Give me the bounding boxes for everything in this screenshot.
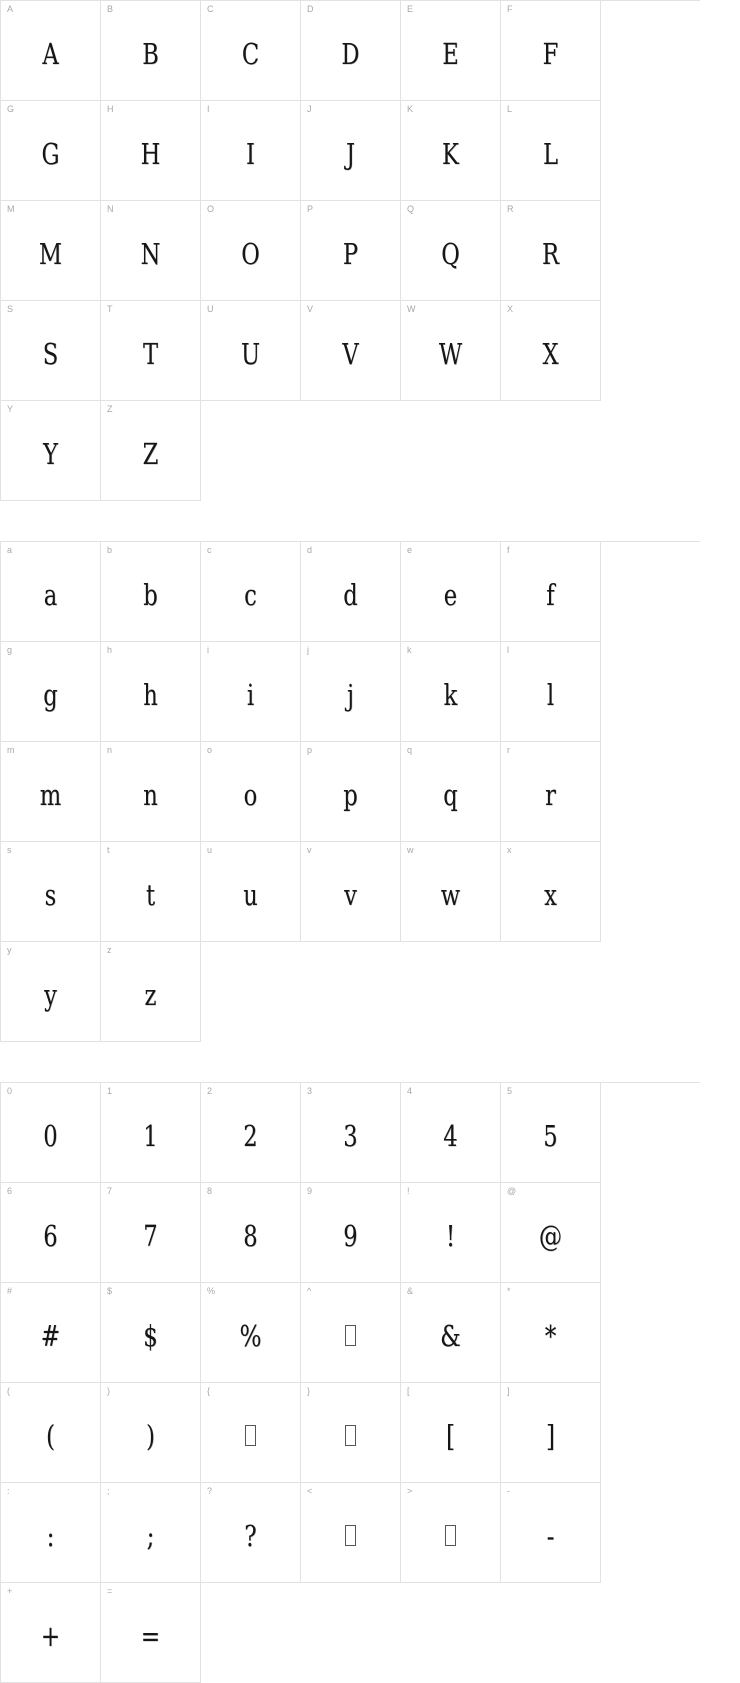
- glyph-cell[interactable]: [201, 1183, 301, 1283]
- glyph-cell[interactable]: [301, 642, 401, 742]
- glyph-cell-render: V: [342, 336, 359, 371]
- glyph-cell[interactable]: [101, 101, 201, 201]
- glyph-cell-label: >: [407, 1486, 413, 1496]
- glyph-cell-render: l: [546, 677, 555, 712]
- glyph-cell[interactable]: [101, 1, 201, 101]
- glyph-cell[interactable]: [301, 1, 401, 101]
- missing-glyph-icon: [245, 1425, 256, 1446]
- glyph-cell-label: L: [507, 104, 513, 114]
- glyph-cell-render: h: [143, 677, 158, 712]
- glyph-cell[interactable]: [401, 642, 501, 742]
- glyph-cell-render: !: [445, 1218, 456, 1253]
- glyph-cell[interactable]: [101, 1383, 201, 1483]
- glyph-cell[interactable]: [1, 401, 101, 501]
- glyph-cell-label: F: [507, 4, 513, 14]
- glyph-cell[interactable]: [501, 1483, 601, 1583]
- glyph-cell-label: W: [407, 304, 416, 314]
- glyph-cell-render: U: [240, 336, 261, 371]
- glyph-cell-render: (: [45, 1418, 56, 1453]
- glyph-cell-label: R: [507, 204, 514, 214]
- glyph-cell-render: I: [246, 136, 255, 171]
- glyph-cell-render: f: [546, 577, 555, 612]
- glyph-cell-label: g: [7, 645, 13, 655]
- glyph-cell-render: n: [143, 777, 158, 812]
- glyph-cell-render: F: [542, 36, 559, 71]
- glyph-cell-render: 4: [443, 1118, 458, 1153]
- missing-glyph-icon: [345, 1325, 356, 1346]
- glyph-cell-render: %: [239, 1318, 262, 1353]
- glyph-cell[interactable]: [401, 101, 501, 201]
- glyph-cell[interactable]: [1, 101, 101, 201]
- glyph-cell[interactable]: [201, 1383, 301, 1483]
- glyph-cell-label: I: [207, 104, 210, 114]
- glyph-cell[interactable]: [301, 301, 401, 401]
- glyph-cell-label: Q: [407, 204, 415, 214]
- glyph-cell[interactable]: [301, 1183, 401, 1283]
- glyph-cell-label: 0: [7, 1086, 13, 1096]
- glyph-cell[interactable]: [1, 942, 101, 1042]
- glyph-cell[interactable]: [101, 842, 201, 942]
- glyph-cell-render: X: [542, 336, 559, 371]
- glyph-cell-render: #: [40, 1318, 61, 1353]
- glyph-cell[interactable]: [201, 1083, 301, 1183]
- glyph-cell[interactable]: [401, 1183, 501, 1283]
- glyph-cell-label: 3: [307, 1086, 313, 1096]
- glyph-cell-label: b: [107, 545, 113, 555]
- glyph-cell-render: ;: [146, 1518, 155, 1553]
- glyph-cell-label: C: [207, 4, 214, 14]
- glyph-cell-render: ): [145, 1418, 156, 1453]
- glyph-cell-render: o: [243, 777, 258, 812]
- glyph-cell-label: ^: [307, 1286, 312, 1296]
- glyph-cell[interactable]: [401, 742, 501, 842]
- glyph-cell-render: ?: [244, 1518, 257, 1553]
- glyph-cell[interactable]: [501, 742, 601, 842]
- glyph-cell-render: z: [144, 977, 157, 1012]
- glyph-cell[interactable]: [1, 1183, 101, 1283]
- glyph-cell-label: }: [307, 1386, 311, 1396]
- glyph-cell[interactable]: [301, 201, 401, 301]
- glyph-cell[interactable]: [301, 1383, 401, 1483]
- glyph-cell-render: e: [443, 577, 458, 612]
- glyph-cell[interactable]: [501, 1, 601, 101]
- glyph-cell[interactable]: [101, 942, 201, 1042]
- glyph-cell[interactable]: [201, 642, 301, 742]
- glyph-cell[interactable]: [401, 1083, 501, 1183]
- glyph-cell-label: r: [507, 745, 511, 755]
- glyph-cell-label: x: [507, 845, 512, 855]
- glyph-cell-label: m: [7, 745, 15, 755]
- glyph-cell-render: +: [40, 1618, 61, 1653]
- glyph-cell-label: t: [107, 845, 110, 855]
- glyph-cell-label: 1: [107, 1086, 113, 1096]
- glyph-cell-render: 3: [343, 1118, 358, 1153]
- glyph-section-lowercase: [0, 541, 700, 1042]
- glyph-cell[interactable]: [301, 101, 401, 201]
- glyph-cell-render: B: [142, 36, 159, 71]
- glyph-cell[interactable]: [501, 1283, 601, 1383]
- glyph-cell-label: A: [7, 4, 14, 14]
- glyph-cell[interactable]: [101, 401, 201, 501]
- glyph-cell-label: O: [207, 204, 215, 214]
- glyph-cell-render: 9: [343, 1218, 358, 1253]
- glyph-cell[interactable]: [301, 1483, 401, 1583]
- glyph-cell-label: &: [407, 1286, 414, 1296]
- glyph-cell-render: c: [244, 577, 257, 612]
- glyph-cell-render: [301, 1283, 400, 1382]
- glyph-cell-render: 5: [543, 1118, 558, 1153]
- glyph-cell-label: E: [407, 4, 414, 14]
- glyph-cell[interactable]: [501, 301, 601, 401]
- glyph-cell[interactable]: [1, 301, 101, 401]
- glyph-cell-render: @: [538, 1218, 563, 1253]
- glyph-cell-label: 7: [107, 1186, 113, 1196]
- glyph-cell-render: W: [438, 336, 463, 371]
- glyph-cell-render: H: [140, 136, 161, 171]
- glyph-cell-render: y: [44, 977, 57, 1012]
- glyph-cell-label: %: [207, 1286, 216, 1296]
- glyph-cell-label: <: [307, 1486, 313, 1496]
- glyph-cell-label: 4: [407, 1086, 413, 1096]
- glyph-cell[interactable]: [1, 542, 101, 642]
- glyph-cell[interactable]: [1, 1383, 101, 1483]
- glyph-cell-render: G: [41, 136, 60, 171]
- glyph-cell[interactable]: [101, 1283, 201, 1383]
- glyph-cell-render: R: [541, 236, 560, 271]
- glyph-cell-render: C: [241, 36, 260, 71]
- glyph-cell[interactable]: [301, 542, 401, 642]
- glyph-cell-label: n: [107, 745, 113, 755]
- glyph-cell[interactable]: [501, 201, 601, 301]
- glyph-cell-render: w: [440, 877, 461, 912]
- glyph-cell-render: [401, 1483, 500, 1582]
- glyph-cell-label: =: [107, 1586, 113, 1596]
- glyph-cell[interactable]: [101, 301, 201, 401]
- glyph-cell-render: v: [344, 877, 357, 912]
- glyph-cell-label: 9: [307, 1186, 313, 1196]
- glyph-cell[interactable]: [1, 201, 101, 301]
- glyph-cell-label: a: [7, 545, 13, 555]
- glyph-cell-label: S: [7, 304, 14, 314]
- glyph-cell-label: G: [7, 104, 15, 114]
- glyph-cell-label: -: [507, 1486, 511, 1496]
- glyph-cell[interactable]: [201, 542, 301, 642]
- glyph-cell[interactable]: [1, 1583, 101, 1683]
- glyph-cell-render: :: [46, 1518, 55, 1553]
- glyph-cell[interactable]: [301, 1283, 401, 1383]
- glyph-cell[interactable]: [201, 1483, 301, 1583]
- glyph-cell[interactable]: [101, 1083, 201, 1183]
- glyph-cell-render: 0: [43, 1118, 58, 1153]
- glyph-cell-label: v: [307, 845, 312, 855]
- glyph-cell-render: 6: [43, 1218, 58, 1253]
- glyph-cell-label: K: [407, 104, 414, 114]
- glyph-cell-render: T: [142, 336, 159, 371]
- glyph-cell-label: X: [507, 304, 514, 314]
- glyph-cell[interactable]: [1, 1083, 101, 1183]
- glyph-cell[interactable]: [101, 1583, 201, 1683]
- glyph-cell-render: S: [42, 336, 59, 371]
- glyph-cell-label: z: [107, 945, 112, 955]
- glyph-cell[interactable]: [401, 1283, 501, 1383]
- glyph-cell-label: f: [507, 545, 510, 555]
- glyph-cell[interactable]: [501, 842, 601, 942]
- glyph-cell-render: s: [44, 877, 57, 912]
- glyph-cell-label: p: [307, 745, 313, 755]
- glyph-cell-render: D: [341, 36, 360, 71]
- glyph-cell-label: [: [407, 1386, 410, 1396]
- glyph-cell[interactable]: [501, 1183, 601, 1283]
- glyph-cell-render: [301, 1383, 400, 1482]
- glyph-cell-label: 5: [507, 1086, 513, 1096]
- glyph-cell-label: u: [207, 845, 213, 855]
- glyph-cell[interactable]: [201, 1, 301, 101]
- glyph-cell-label: d: [307, 545, 313, 555]
- glyph-cell-label: w: [407, 845, 414, 855]
- glyph-cell-label: +: [7, 1586, 13, 1596]
- glyph-cell-render: K: [442, 136, 459, 171]
- glyph-cell[interactable]: [501, 101, 601, 201]
- glyph-cell[interactable]: [101, 642, 201, 742]
- glyph-cell[interactable]: [1, 1, 101, 101]
- glyph-cell-label: Y: [7, 404, 14, 414]
- glyph-cell[interactable]: [201, 201, 301, 301]
- glyph-cell[interactable]: [401, 542, 501, 642]
- glyph-cell[interactable]: [1, 842, 101, 942]
- glyph-cell-render: q: [443, 777, 458, 812]
- glyph-cell-render: [201, 1383, 300, 1482]
- glyph-cell-label: N: [107, 204, 114, 214]
- missing-glyph-icon: [445, 1525, 456, 1546]
- section-separator: [0, 501, 700, 541]
- glyph-cell-render: J: [345, 136, 356, 171]
- glyph-cell-label: !: [407, 1186, 410, 1196]
- glyph-cell-render: m: [39, 777, 62, 812]
- glyph-cell-label: i: [207, 645, 210, 655]
- section-separator: [0, 1042, 700, 1082]
- glyph-cell-render: r: [545, 777, 556, 812]
- glyph-cell-render: u: [243, 877, 258, 912]
- glyph-cell-label: {: [207, 1386, 211, 1396]
- glyph-cell[interactable]: [401, 842, 501, 942]
- glyph-cell-render: M: [38, 236, 63, 271]
- glyph-cell[interactable]: [201, 742, 301, 842]
- glyph-cell[interactable]: [401, 201, 501, 301]
- glyph-cell-render: A: [42, 36, 59, 71]
- glyph-cell[interactable]: [501, 542, 601, 642]
- glyph-cell-label: P: [307, 204, 314, 214]
- glyph-cell-label: j: [307, 645, 310, 655]
- glyph-cell-render: E: [442, 36, 459, 71]
- glyph-cell[interactable]: [201, 301, 301, 401]
- glyph-cell-label: c: [207, 545, 212, 555]
- glyph-cell-label: V: [307, 304, 314, 314]
- glyph-cell-render: g: [43, 677, 58, 712]
- glyph-cell-label: M: [7, 204, 15, 214]
- glyph-cell-render: 7: [143, 1218, 158, 1253]
- glyph-cell-label: #: [7, 1286, 13, 1296]
- glyph-cell-label: ]: [507, 1386, 510, 1396]
- glyph-cell-label: T: [107, 304, 113, 314]
- glyph-cell-render: *: [544, 1318, 557, 1353]
- glyph-cell-label: ?: [207, 1486, 213, 1496]
- glyph-cell-label: U: [207, 304, 214, 314]
- missing-glyph-icon: [345, 1425, 356, 1446]
- glyph-cell-label: (: [7, 1386, 11, 1396]
- glyph-cell-label: l: [507, 645, 510, 655]
- glyph-cell-render: t: [145, 877, 156, 912]
- glyph-cell-label: k: [407, 645, 412, 655]
- glyph-cell-render: 2: [243, 1118, 258, 1153]
- glyph-cell[interactable]: [401, 1, 501, 101]
- glyph-cell-render: 8: [243, 1218, 258, 1253]
- glyph-cell-label: y: [7, 945, 12, 955]
- glyph-cell[interactable]: [301, 842, 401, 942]
- glyph-cell[interactable]: [201, 842, 301, 942]
- glyph-cell[interactable]: [1, 1483, 101, 1583]
- missing-glyph-icon: [345, 1525, 356, 1546]
- glyph-cell-render: =: [140, 1618, 161, 1653]
- glyph-cell-label: ;: [107, 1486, 110, 1496]
- glyph-cell-label: s: [7, 845, 12, 855]
- glyph-cell-render: N: [140, 236, 161, 271]
- glyph-cell-render: j: [346, 677, 355, 712]
- glyph-cell[interactable]: [401, 301, 501, 401]
- glyph-cell-render: [: [445, 1418, 456, 1453]
- glyph-cell-label: J: [307, 104, 312, 114]
- glyph-cell-label: B: [107, 4, 114, 14]
- glyph-cell-label: e: [407, 545, 413, 555]
- glyph-cell-label: Z: [107, 404, 113, 414]
- glyph-section-digits-and-symbols: [0, 1082, 700, 1683]
- glyph-cell[interactable]: [101, 742, 201, 842]
- glyph-cell[interactable]: [501, 1383, 601, 1483]
- glyph-cell-label: ): [107, 1386, 111, 1396]
- glyph-cell-render: 1: [143, 1118, 158, 1153]
- glyph-cell-label: H: [107, 104, 114, 114]
- glyph-cell[interactable]: [1, 1283, 101, 1383]
- glyph-cell-label: 8: [207, 1186, 213, 1196]
- glyph-cell-render: ]: [545, 1418, 556, 1453]
- glyph-cell[interactable]: [201, 101, 301, 201]
- glyph-cell[interactable]: [501, 1083, 601, 1183]
- glyph-cell-render: $: [143, 1318, 158, 1353]
- glyph-cell-render: k: [443, 677, 458, 712]
- glyph-cell-render: &: [440, 1318, 461, 1353]
- glyph-cell-label: :: [7, 1486, 10, 1496]
- glyph-cell-render: Z: [142, 436, 159, 471]
- glyph-cell-label: @: [507, 1186, 517, 1196]
- glyph-cell-render: [301, 1483, 400, 1582]
- glyph-cell-label: *: [507, 1286, 511, 1296]
- glyph-cell[interactable]: [201, 1283, 301, 1383]
- glyph-cell-render: Q: [441, 236, 460, 271]
- glyph-cell-render: Y: [43, 436, 58, 471]
- glyph-cell-render: d: [343, 577, 358, 612]
- glyph-cell[interactable]: [101, 201, 201, 301]
- glyph-cell-label: o: [207, 745, 213, 755]
- glyph-cell[interactable]: [101, 542, 201, 642]
- glyph-cell-label: 6: [7, 1186, 13, 1196]
- glyph-cell[interactable]: [1, 742, 101, 842]
- glyph-cell[interactable]: [301, 742, 401, 842]
- glyph-cell-render: b: [143, 577, 158, 612]
- glyph-cell-render: L: [542, 136, 559, 171]
- glyph-cell-label: h: [107, 645, 113, 655]
- glyph-cell[interactable]: [401, 1383, 501, 1483]
- glyph-cell-label: D: [307, 4, 314, 14]
- glyph-cell[interactable]: [401, 1483, 501, 1583]
- glyph-cell-label: q: [407, 745, 413, 755]
- glyph-section-uppercase: [0, 0, 700, 501]
- glyph-cell[interactable]: [501, 642, 601, 742]
- glyph-cell-render: x: [544, 877, 557, 912]
- glyph-cell-render: -: [546, 1518, 555, 1553]
- glyph-cell[interactable]: [101, 1183, 201, 1283]
- glyph-cell-render: p: [343, 777, 358, 812]
- glyph-cell-render: P: [342, 236, 359, 271]
- glyph-cell-label: $: [107, 1286, 113, 1296]
- glyph-cell-render: O: [241, 236, 260, 271]
- glyph-cell-label: 2: [207, 1086, 213, 1096]
- glyph-cell[interactable]: [1, 642, 101, 742]
- glyph-cell[interactable]: [101, 1483, 201, 1583]
- glyph-cell[interactable]: [301, 1083, 401, 1183]
- glyph-cell-render: i: [246, 677, 255, 712]
- glyph-cell-render: a: [43, 577, 58, 612]
